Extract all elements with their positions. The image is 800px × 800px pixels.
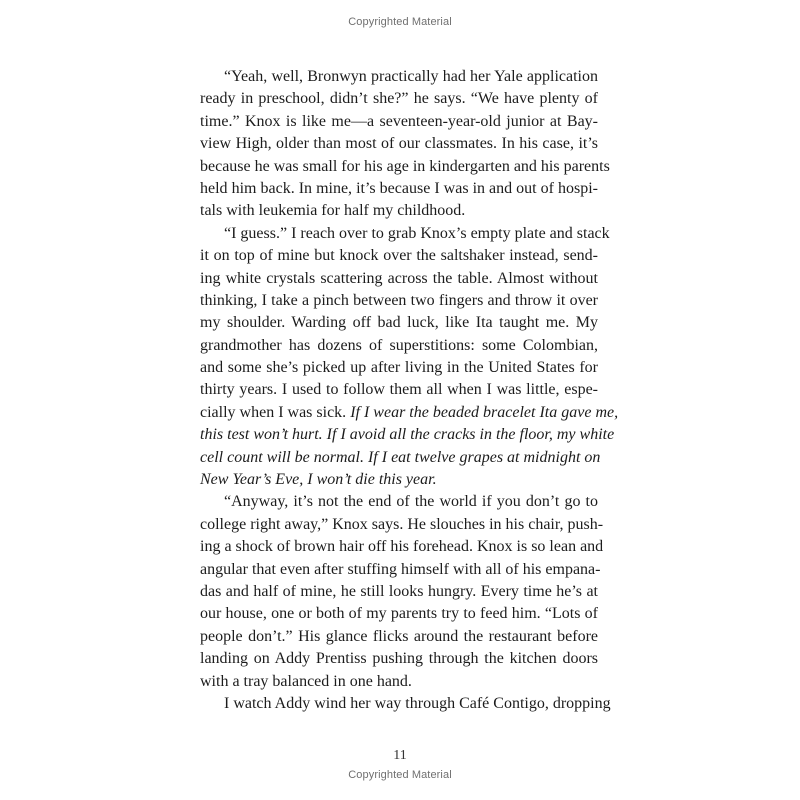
text-line: with a tray balanced in one hand. — [200, 672, 412, 690]
text-line: our house, one or both of my parents try to feed him. “Lots of — [200, 605, 598, 623]
text-line: landing on Addy Prentiss pushing through the kitchen doors — [200, 650, 598, 668]
text-line: and some she’s picked up after living in the United States for — [200, 359, 598, 377]
text-line: because he was small for his age in kindergarten and his parents — [200, 157, 610, 175]
text-line: das and half of mine, he still looks hungry. Every time he’s at — [200, 582, 598, 600]
italic-text-line: this test won’t hurt. If I avoid all the cracks in the floor, my white — [200, 426, 615, 444]
text-line: held him back. In mine, it’s because I was in and out of hospi- — [200, 179, 598, 197]
italic-text-line: New Year’s Eve, I won’t die this year. — [200, 471, 437, 489]
text-line: view High, older than most of our classmates. In his case, it’s — [200, 135, 598, 153]
text-line: tals with leukemia for half my childhood. — [200, 202, 466, 220]
italic-text-line: cell count will be normal. If I eat twelve grapes at midnight on — [200, 448, 601, 466]
text-line: ing white crystals scattering across the table. Almost without — [200, 269, 598, 287]
text-line: ing a shock of brown hair off his forehead. Knox is so lean and — [200, 538, 604, 556]
text-line: “Yeah, well, Bronwyn practically had her Yale application — [224, 68, 598, 85]
text-line: college right away,” Knox says. He slouches in his chair, push- — [200, 515, 604, 533]
text-line: ready in preschool, didn’t she?” he says. “We have plenty of — [200, 90, 598, 108]
page-number: 11 — [393, 748, 407, 763]
book-page-text — [200, 66, 619, 715]
italic-text: If I wear the beaded bracelet Ita gave me, — [350, 403, 619, 421]
copyright-watermark-top: Copyrighted Material — [348, 16, 452, 28]
text-line-mixed — [200, 402, 619, 424]
text-line: “I guess.” I reach over to grab Knox’s empty plate and stack — [224, 224, 610, 242]
text-line: time.” Knox is like me—a seventeen-year-old junior at Bay- — [200, 112, 598, 130]
text-line: people don’t.” His glance flicks around the restaurant before — [200, 627, 598, 645]
text-line: angular that even after stuffing himself with all of his empana- — [200, 560, 601, 578]
copyright-watermark-bottom: Copyrighted Material — [348, 769, 452, 781]
roman-text: cially when I was sick. — [200, 403, 351, 421]
text-line: it on top of mine but knock over the saltshaker instead, send- — [200, 247, 598, 265]
text-line: grandmother has dozens of superstitions: some Colombian, — [200, 336, 598, 354]
text-line: I watch Addy wind her way through Café Contigo, dropping — [224, 694, 611, 712]
text-line: thinking, I take a pinch between two fingers and throw it over — [200, 291, 598, 309]
text-line: thirty years. I used to follow them all when I was little, espe- — [200, 381, 598, 399]
text-line: my shoulder. Warding off bad luck, like Ita taught me. My — [200, 314, 598, 332]
text-line: “Anyway, it’s not the end of the world if you don’t go to — [224, 493, 598, 511]
